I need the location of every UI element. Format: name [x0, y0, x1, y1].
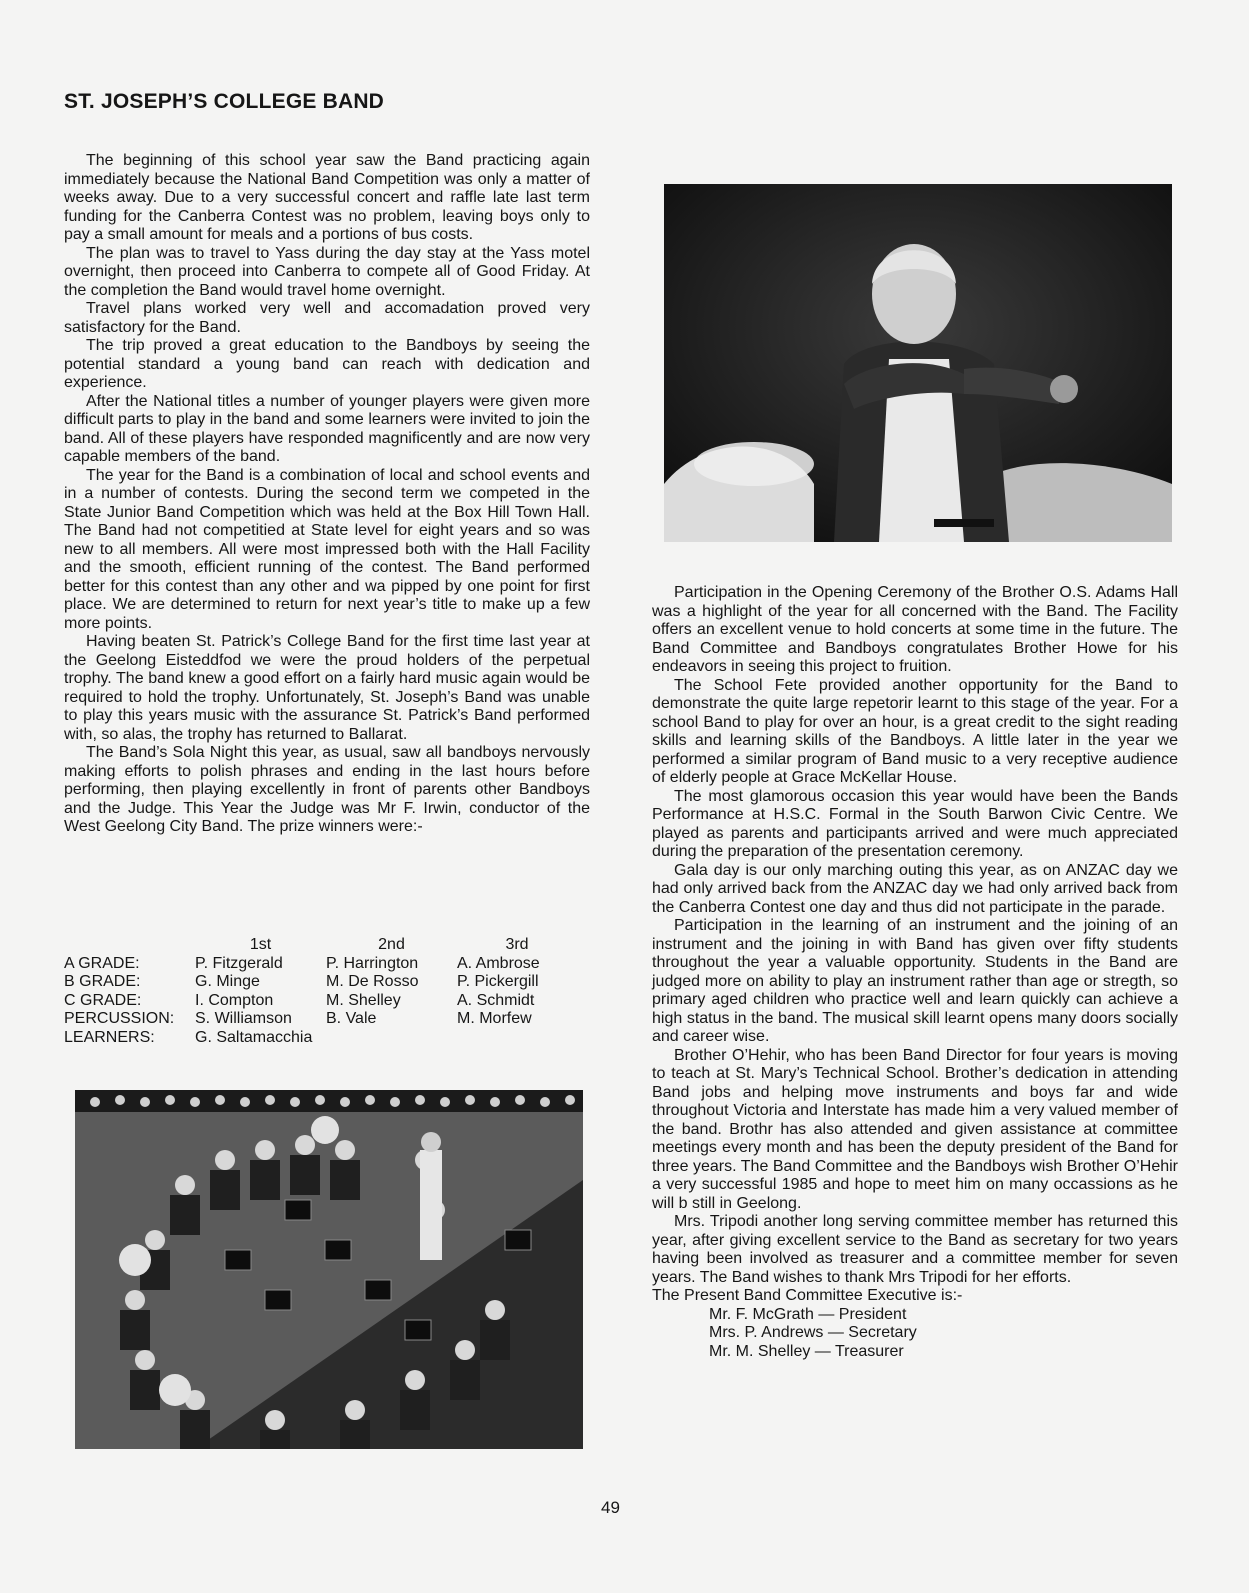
third-place-cell: P. Pickergill — [457, 973, 539, 990]
committee-intro: The Present Band Committee Executive is:- — [652, 1287, 963, 1304]
second-place-cell: P. Harrington — [326, 954, 419, 972]
paragraph: Having beaten St. Patrick’s College Band for the first time last year at the Geelong Eisteddfod we were the proud holders of the perpetual trophy. The band knew a good effort on a fairly hard music again would be required to hold the trophy. Unfortunately, St. Joseph’s Band was unable to play this years music with the assurance St. Patrick’s Band performed with, so alas, the trophy has returned to Ballarat. — [64, 633, 590, 743]
column-header: 1st — [249, 936, 272, 953]
paragraph: Mrs. Tripodi another long serving committee member has returned this year, after giving excellent service to the Band as secretary for two years having been involved as treasurer and a committee member for seven years. The Band wishes to thank Mrs Tripodi for her efforts. — [652, 1213, 1178, 1286]
grade-cell: B GRADE: — [64, 973, 141, 990]
second-place-cell — [326, 1029, 457, 1048]
committee-list — [652, 1306, 1178, 1362]
paragraph: Participation in the Opening Ceremony of the Brother O.S. Adams Hall was a highlight of the year for all concerned with the Band. The Facility offers an excellent venue to hold concerts at some time in the future. The Band Committee and Bandboys congratulates Brother Howe for his endeavors in seeing this project to fruition. — [652, 584, 1178, 675]
second-place-cell: M. De Rosso — [326, 973, 419, 990]
paragraph: The plan was to travel to Yass during the day stay at the Yass motel overnight, then proceed into Canberra to compete all of Good Friday. At the completion the Band would travel home overnight. — [64, 244, 590, 299]
third-place-cell: M. Morfew — [457, 1010, 532, 1027]
paragraph: Travel plans worked very well and accomadation proved very satisfactory for the Band. — [64, 300, 590, 336]
grade-cell: C GRADE: — [64, 991, 142, 1009]
grade-cell: LEARNERS: — [64, 1028, 155, 1046]
grade-cell: A GRADE: — [64, 954, 140, 972]
third-place-cell — [457, 1029, 577, 1048]
grade-cell: PERCUSSION: — [64, 1010, 175, 1027]
column-header: 3rd — [505, 936, 529, 953]
table-row — [64, 992, 577, 1011]
first-place-cell: I. Compton — [195, 991, 274, 1009]
second-place-cell: B. Vale — [326, 1010, 377, 1027]
article-title: ST. JOSEPH’S COLLEGE BAND — [64, 90, 385, 113]
paragraph: After the National titles a number of younger players were given more difficult parts to play in the band and some learners were invited to join the band. All of these players have responded magnificently and are now very capable members of the band. — [64, 392, 590, 465]
conductor-photo-graphic — [664, 184, 1172, 542]
third-place-cell: A. Ambrose — [457, 954, 540, 972]
paragraph: The Band’s Sola Night this year, as usual, saw all bandboys nervously making efforts to polish phrases and ending in the last hours before performing, then playing excellently in front of parents other Bandboys and the Judge. This Year the Judge was Mr F. Irwin, conductor of the West Geelong City Band. The prize winners were:- — [64, 744, 590, 835]
first-place-cell: S. Williamson — [195, 1010, 292, 1027]
conductor-photo — [664, 184, 1172, 542]
band-photo — [75, 1090, 583, 1449]
prize-winners-table — [64, 936, 577, 1047]
paragraph: The beginning of this school year saw the Band practicing again immediately because the National Band Competition was only a matter of weeks away. Due to a very successful concert and raffle late last term funding for the Canberra Contest was no problem, leaving boys only to pay a small amount for meals and a portions of bus costs. — [64, 152, 590, 243]
table-row — [64, 955, 577, 974]
right-column — [652, 584, 1178, 1361]
table-row — [64, 1029, 577, 1048]
committee-member: Mr. F. McGrath — President — [709, 1305, 907, 1323]
paragraph: The most glamorous occasion this year would have been the Bands Performance at H.S.C. Formal in the South Barwon Civic Centre. We played as parents and participants arrived and were much appreciated during the preparation of the presentation ceremony. — [652, 787, 1178, 860]
table-row — [64, 1010, 577, 1029]
first-place-cell: G. Saltamacchia — [195, 1028, 313, 1046]
table-row — [64, 973, 577, 992]
paragraph: The School Fete provided another opportunity for the Band to demonstrate the quite large repetorir learnt to this stage of the year. For a school Band to play for over an hour, is a great credit to the sight reading skills and learning skills of the Bandboys. A little later in the year we performed a similar program of Band music to a very receptive audience of elderly people at Grace McKellar House. — [652, 676, 1178, 786]
column-header: 2nd — [378, 936, 405, 953]
page-number: 49 — [601, 1498, 620, 1517]
committee-member: Mrs. P. Andrews — Secretary — [709, 1324, 917, 1341]
paragraph: The year for the Band is a combination of local and school events and in a number of contests. During the second term we competed in the State Junior Band Competition which was held at the Box Hill Town Hall. The Band had not competitied at State level for eight years and so was new to all members. All were most impressed both with the Hall Facility and the smooth, efficient running of the contest. The Band performed better for this contest than any other and wa pipped by one point for first place. We are determined to return for next year’s title to make up a few more points. — [64, 466, 590, 632]
first-place-cell: G. Minge — [195, 973, 260, 990]
prize-table-header-row — [64, 936, 577, 955]
left-column — [64, 152, 590, 837]
paragraph: The trip proved a great education to the Bandboys by seeing the potential standard a young band can reach with dedication and experience. — [64, 337, 590, 391]
empty-header-cell — [64, 936, 195, 955]
paragraph: Participation in the learning of an instrument and the joining of an instrument and the joining in with Band has given over fifty students throughout the year a valuable opportunity. Students in the Band are judged more on ability to play an instrument rather than age or stregth, so primary aged children who practice well and learn quickly can achieve a high status in the band. The musical skill learnt opens many doors socially and career wise. — [652, 917, 1178, 1045]
paragraph: Brother O’Hehir, who has been Band Director for four years is moving to teach at St. Mary’s Technical School. Brother’s dedication in attending Band jobs and helping move instruments and boys far and wide throughout Victoria and Interstate has made him a very valued member of the band. Brothr has also attended and given assistance at committee meetings every month and has been the deputy president of the Band for three years. The Band Committee and the Bandboys wish Brother O’Hehir a very successful 1985 and hope to meet him on many occassions as he will b still in Geelong. — [652, 1046, 1178, 1212]
committee-member: Mr. M. Shelley — Treasurer — [709, 1342, 904, 1360]
paragraph: Gala day is our only marching outing this year, as on ANZAC day we had only arrived back from the ANZAC day we had only arrived back from the Canberra Contest one day and thus did not participate in the parade. — [652, 861, 1178, 916]
second-place-cell: M. Shelley — [326, 991, 401, 1009]
third-place-cell: A. Schmidt — [457, 991, 535, 1009]
first-place-cell: P. Fitzgerald — [195, 954, 283, 972]
band-photo-graphic — [75, 1090, 583, 1449]
